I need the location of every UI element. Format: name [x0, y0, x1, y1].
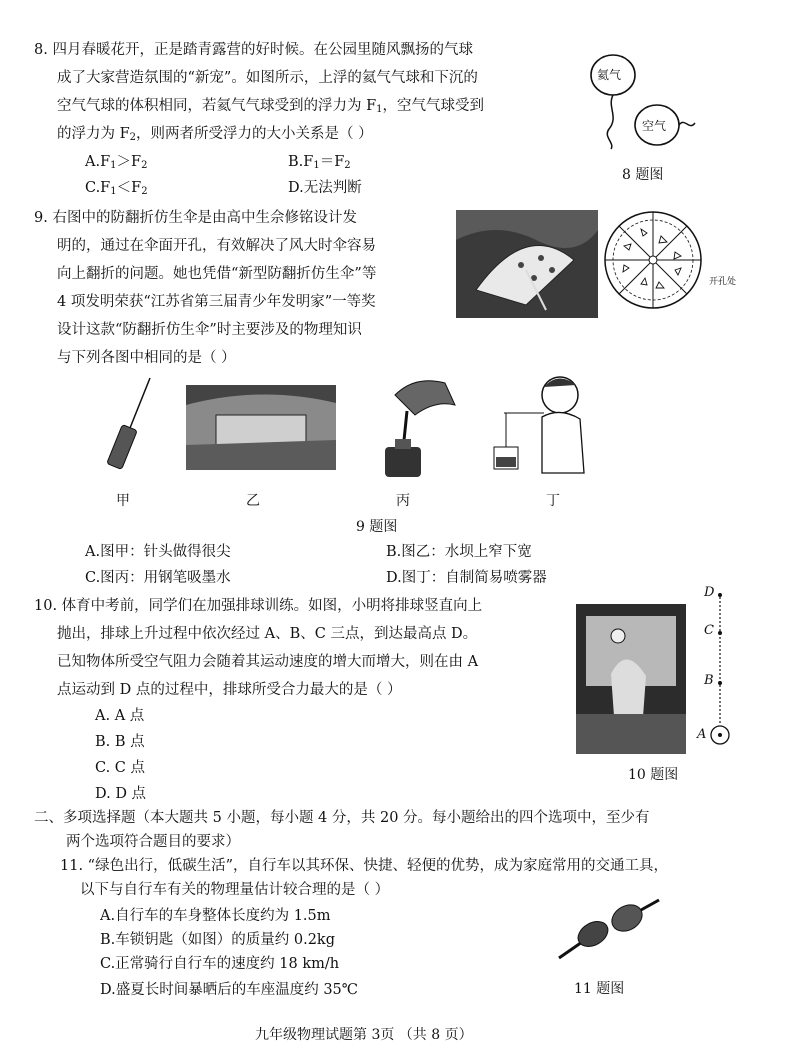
point-c-label: C — [704, 623, 714, 638]
fig-label-bing: 丙 — [396, 493, 410, 509]
section2-line-1: 二、多项选择题（本大题共 5 小题，每小题 4 分，共 20 分。每小题给出的四个选项中，至少有 — [34, 810, 650, 826]
q11-option-c: C.正常骑行自行车的速度约 18 km/h — [100, 956, 340, 972]
syringe-figure — [100, 376, 160, 481]
point-b-label: B — [704, 673, 714, 688]
q9-option-b: B.图乙：水坝上窄下宽 — [386, 544, 532, 560]
q11-line-2: 以下与自行车有关的物理量估计较合理的是（ ） — [80, 882, 390, 898]
q8-line-3: 空气气球的体积相同，若氦气气球受到的浮力为 $F_1$，空气气球受到 — [57, 98, 485, 115]
trajectory-diagram — [695, 585, 745, 755]
section2-line-2: 两个选项符合题目的要求） — [66, 834, 240, 850]
q10-option-c: C. C 点 — [95, 760, 145, 776]
q10-line-2: 抛出，排球上升过程中依次经过 A、B、C 三点，到达最高点 D。 — [57, 626, 478, 642]
q9-line-4: 4 项发明荣获“江苏省第三届青少年发明家”一等奖 — [57, 294, 376, 310]
q10-line-3: 已知物体所受空气阻力会随着其运动速度的增大而增大，则在由 A — [57, 654, 479, 670]
q9-line-2: 明的，通过在伞面开孔，有效解决了风大时伞容易 — [57, 238, 376, 254]
q8-line-4: 的浮力为 $F_2$，则两者所受浮力的大小关系是（ ） — [57, 126, 373, 143]
q9-caption: 9 题图 — [356, 519, 398, 535]
helium-balloon-label: 氦气 — [597, 68, 622, 82]
q9-option-c: C.图丙：用钢笔吸墨水 — [85, 570, 231, 586]
hole-label: 开孔处 — [709, 277, 737, 287]
bike-key-figure — [555, 896, 665, 966]
q11-option-b: B.车锁钥匙（如图）的质量约 0.2kg — [100, 932, 336, 948]
q9-option-a: A.图甲：针头做得很尖 — [85, 544, 231, 560]
fig-label-yi: 乙 — [246, 493, 260, 509]
q8-option-d: D.无法判断 — [288, 180, 362, 196]
q8-line-1: 8. 四月春暖花开，正是踏青露营的好时候。在公园里随风飘扬的气球 — [34, 42, 473, 58]
q10-line-4: 点运动到 D 点的过程中，排球所受合力最大的是（ ） — [57, 682, 402, 698]
q10-line-1: 10. 体育中考前，同学们在加强排球训练。如图，小明将排球竖直向上 — [34, 598, 483, 614]
q9-line-1: 9. 右图中的防翻折仿生伞是由高中生佘修铭设计发 — [34, 210, 357, 226]
q11-caption: 11 题图 — [574, 981, 625, 997]
q10-option-b: B. B 点 — [95, 734, 145, 750]
q9-line-6: 与下列各图中相同的是（ ） — [57, 350, 236, 366]
q11-option-a: A.自行车的车身整体长度约为 1.5m — [100, 908, 331, 924]
air-balloon-label: 空气 — [642, 119, 667, 133]
point-a-label: A — [697, 727, 707, 742]
fig-label-ding: 丁 — [546, 493, 560, 509]
q11-line-1: 11. “绿色出行，低碳生活”，自行车以其环保、快捷、轻便的优势，成为家庭常用的交通工具， — [60, 858, 668, 874]
umbrella-photo — [456, 210, 598, 318]
balloon-figure — [585, 45, 715, 155]
pen-ink-figure — [375, 375, 460, 480]
q9-line-3: 向上翻折的问题。她也凭借“新型防翻折仿生伞”等 — [57, 266, 377, 282]
q11-option-d: D.盛夏长时间暴晒后的车座温度约 35℃ — [100, 982, 358, 998]
q8-option-a: $A.F_1>F_2$ — [85, 154, 148, 171]
fig-label-jia: 甲 — [116, 493, 130, 509]
q8-option-c: $C.F_1<F_2$ — [85, 180, 148, 197]
dam-photo — [186, 385, 336, 470]
umbrella-top-diagram — [601, 208, 706, 313]
point-d-label: D — [704, 585, 715, 600]
page-footer: 九年级物理试题第 3页 （共 8 页） — [255, 1027, 473, 1043]
q8-line-2: 成了大家营造氛围的“新宠”。如图所示，上浮的氦气气球和下沉的 — [57, 70, 478, 86]
q9-line-5: 设计这款“防翻折仿生伞”时主要涉及的物理知识 — [57, 322, 362, 338]
q10-option-d: D. D 点 — [95, 786, 147, 802]
volleyball-photo — [576, 604, 686, 754]
q10-option-a: A. A 点 — [95, 708, 145, 724]
q8-caption: 8 题图 — [622, 167, 664, 183]
sprayer-figure — [488, 373, 593, 478]
q10-caption: 10 题图 — [628, 767, 679, 783]
q9-option-d: D.图丁：自制简易喷雾器 — [386, 570, 547, 586]
q8-option-b: $B.F_1=F_2$ — [288, 154, 351, 171]
